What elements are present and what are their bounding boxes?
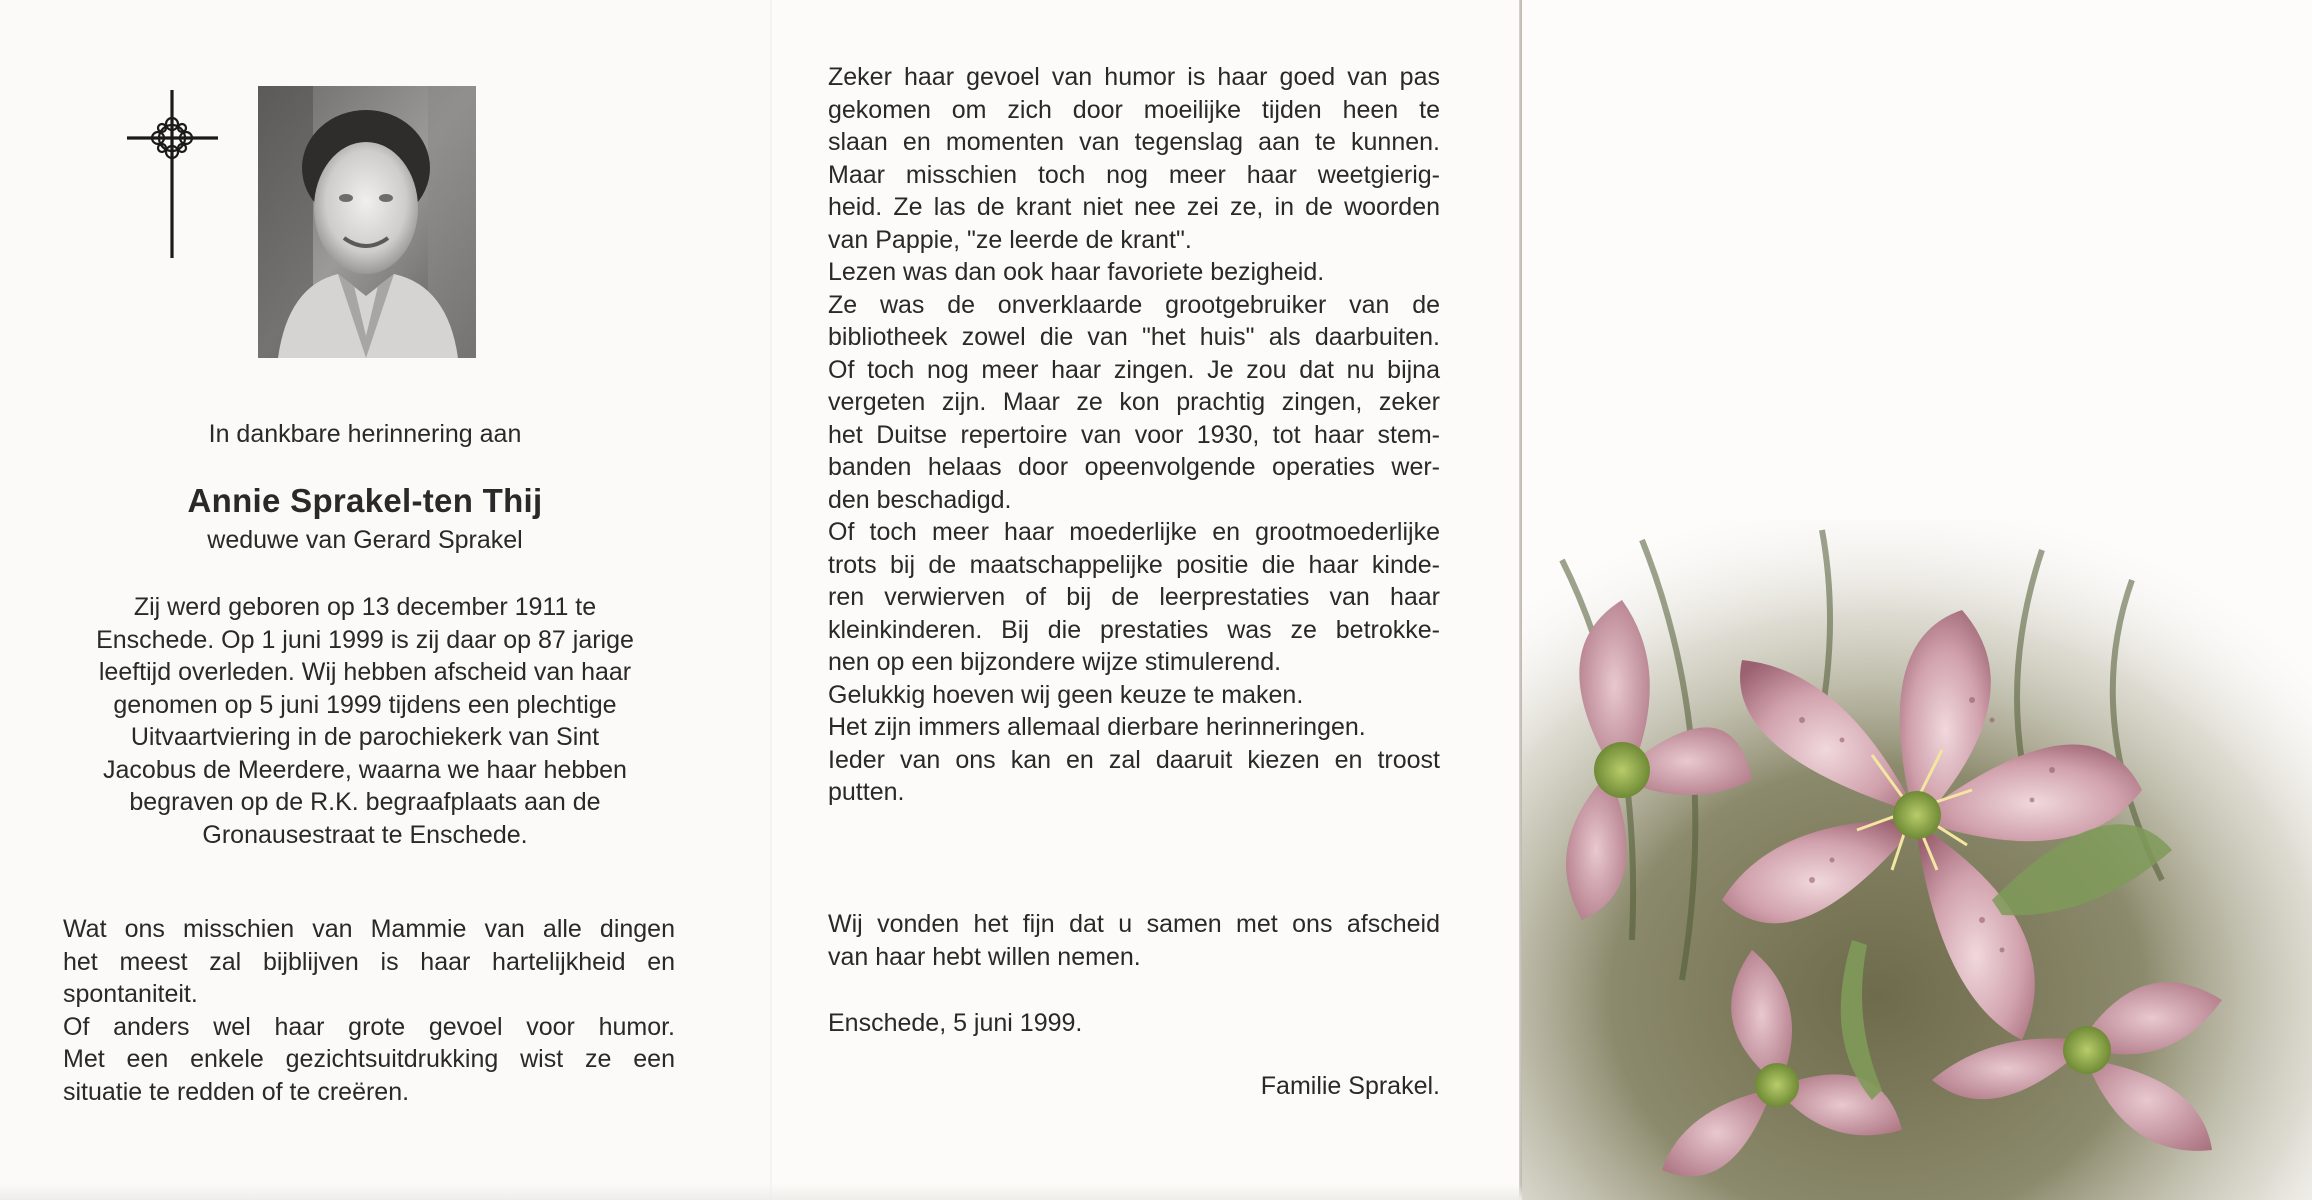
hellebore-flower-image xyxy=(1522,520,2312,1200)
right-panel xyxy=(1522,0,2312,1200)
text-line: kleinkinderen. Bij die prestaties was ze betrokke- xyxy=(828,615,1440,644)
text-line: Gronausestraat te Enschede. xyxy=(202,820,528,849)
text-line: Ieder van ons kan en zal daaruit kiezen en troost xyxy=(828,745,1440,774)
text-line: Zij werd geboren op 13 december 1911 te xyxy=(133,593,597,621)
text-line: Jacobus de Meerdere, waarna we haar hebben xyxy=(103,755,627,784)
text-line: Met een enkele gezichtsuitdrukking wist ze een xyxy=(63,1045,675,1073)
text-line: Het zijn immers allemaal dierbare herinneringen. xyxy=(828,713,1366,741)
text-line: putten. xyxy=(828,778,905,806)
text-line: Uitvaartviering in de parochiekerk van Sint xyxy=(130,723,600,751)
text-line: Lezen was dan ook haar favoriete bezigheid. xyxy=(828,258,1325,286)
text-line: Gelukkig hoeven wij geen keuze te maken. xyxy=(828,680,1304,709)
text-line: Of toch nog meer haar zingen. Je zou dat nu bijna xyxy=(828,355,1440,384)
place-date: Enschede, 5 juni 1999. xyxy=(828,1009,1083,1037)
text-line: van Pappie, "ze leerde de krant". xyxy=(828,225,1192,254)
text-line: Of toch meer haar moederlijke en grootmoederlijke xyxy=(828,518,1440,546)
text-line: ren verwierven of bij de leerprestaties van haar xyxy=(828,583,1440,611)
portrait-photo xyxy=(258,86,476,358)
biography xyxy=(60,591,670,851)
text-line: den beschadigd. xyxy=(828,485,1012,514)
widow-line: weduwe van Gerard Sprakel xyxy=(207,526,523,554)
middle-paragraph xyxy=(828,61,1440,809)
left-paragraph xyxy=(63,913,675,1108)
text-line: Enschede. Op 1 juni 1999 is zij daar op 87 jarige xyxy=(96,625,634,654)
text-line: Maar misschien toch nog meer haar weetgierig- xyxy=(828,160,1440,189)
text-line: situatie te redden of te creëren. xyxy=(63,1077,410,1106)
text-line: gekomen om zich door moeilijke tijden heen te xyxy=(828,95,1440,124)
text-line: Of anders wel haar grote gevoel voor humor. xyxy=(63,1012,675,1041)
text-line: vergeten zijn. Maar ze kon prachtig zingen, zeker xyxy=(828,388,1440,416)
text-line: heid. Ze las de krant niet nee zei ze, in de woorden xyxy=(828,193,1440,221)
left-panel xyxy=(0,0,770,1200)
text-line: begraven op de R.K. begraafplaats aan de xyxy=(129,788,601,816)
text-line: Ze was de onverklaarde grootgebruiker van de xyxy=(828,290,1440,319)
text-line: het meest zal bijblijven is haar hartelijkheid en xyxy=(63,947,675,976)
text-line: nen op een bijzondere wijze stimulerend. xyxy=(828,648,1282,676)
text-line: genomen op 5 juni 1999 tijdens een plechtige xyxy=(113,690,617,719)
intro-line: In dankbare herinnering aan xyxy=(208,420,522,448)
bottom-shadow xyxy=(0,1184,1522,1200)
text-line: spontaniteit. xyxy=(63,980,198,1008)
deceased-name: Annie Sprakel-ten Thij xyxy=(187,482,543,519)
text-line: het Duitse repertoire van voor 1930, tot haar stem- xyxy=(828,420,1440,449)
text-line: bibliotheek zowel die van "het huis" als daarbuiten. xyxy=(828,323,1440,351)
text-line: Wat ons misschien van Mammie van alle dingen xyxy=(63,915,675,943)
text-line: Wij vonden het fijn dat u samen met ons afscheid xyxy=(828,910,1440,938)
text-line: trots bij de maatschappelijke positie die haar kinde- xyxy=(828,550,1440,579)
text-line: van haar hebt willen nemen. xyxy=(828,942,1141,971)
text-line: leeftijd overleden. Wij hebben afscheid van haar xyxy=(98,658,632,686)
family-signature: Familie Sprakel. xyxy=(1260,1072,1440,1100)
text-line: banden helaas door opeenvolgende operaties wer- xyxy=(828,453,1440,481)
text-line: slaan en momenten van tegenslag aan te kunnen. xyxy=(828,128,1440,156)
cross-icon xyxy=(125,90,220,260)
closing-paragraph xyxy=(828,908,1440,973)
fold-line-left xyxy=(770,0,773,1200)
text-line: Zeker haar gevoel van humor is haar goed van pas xyxy=(828,63,1440,91)
